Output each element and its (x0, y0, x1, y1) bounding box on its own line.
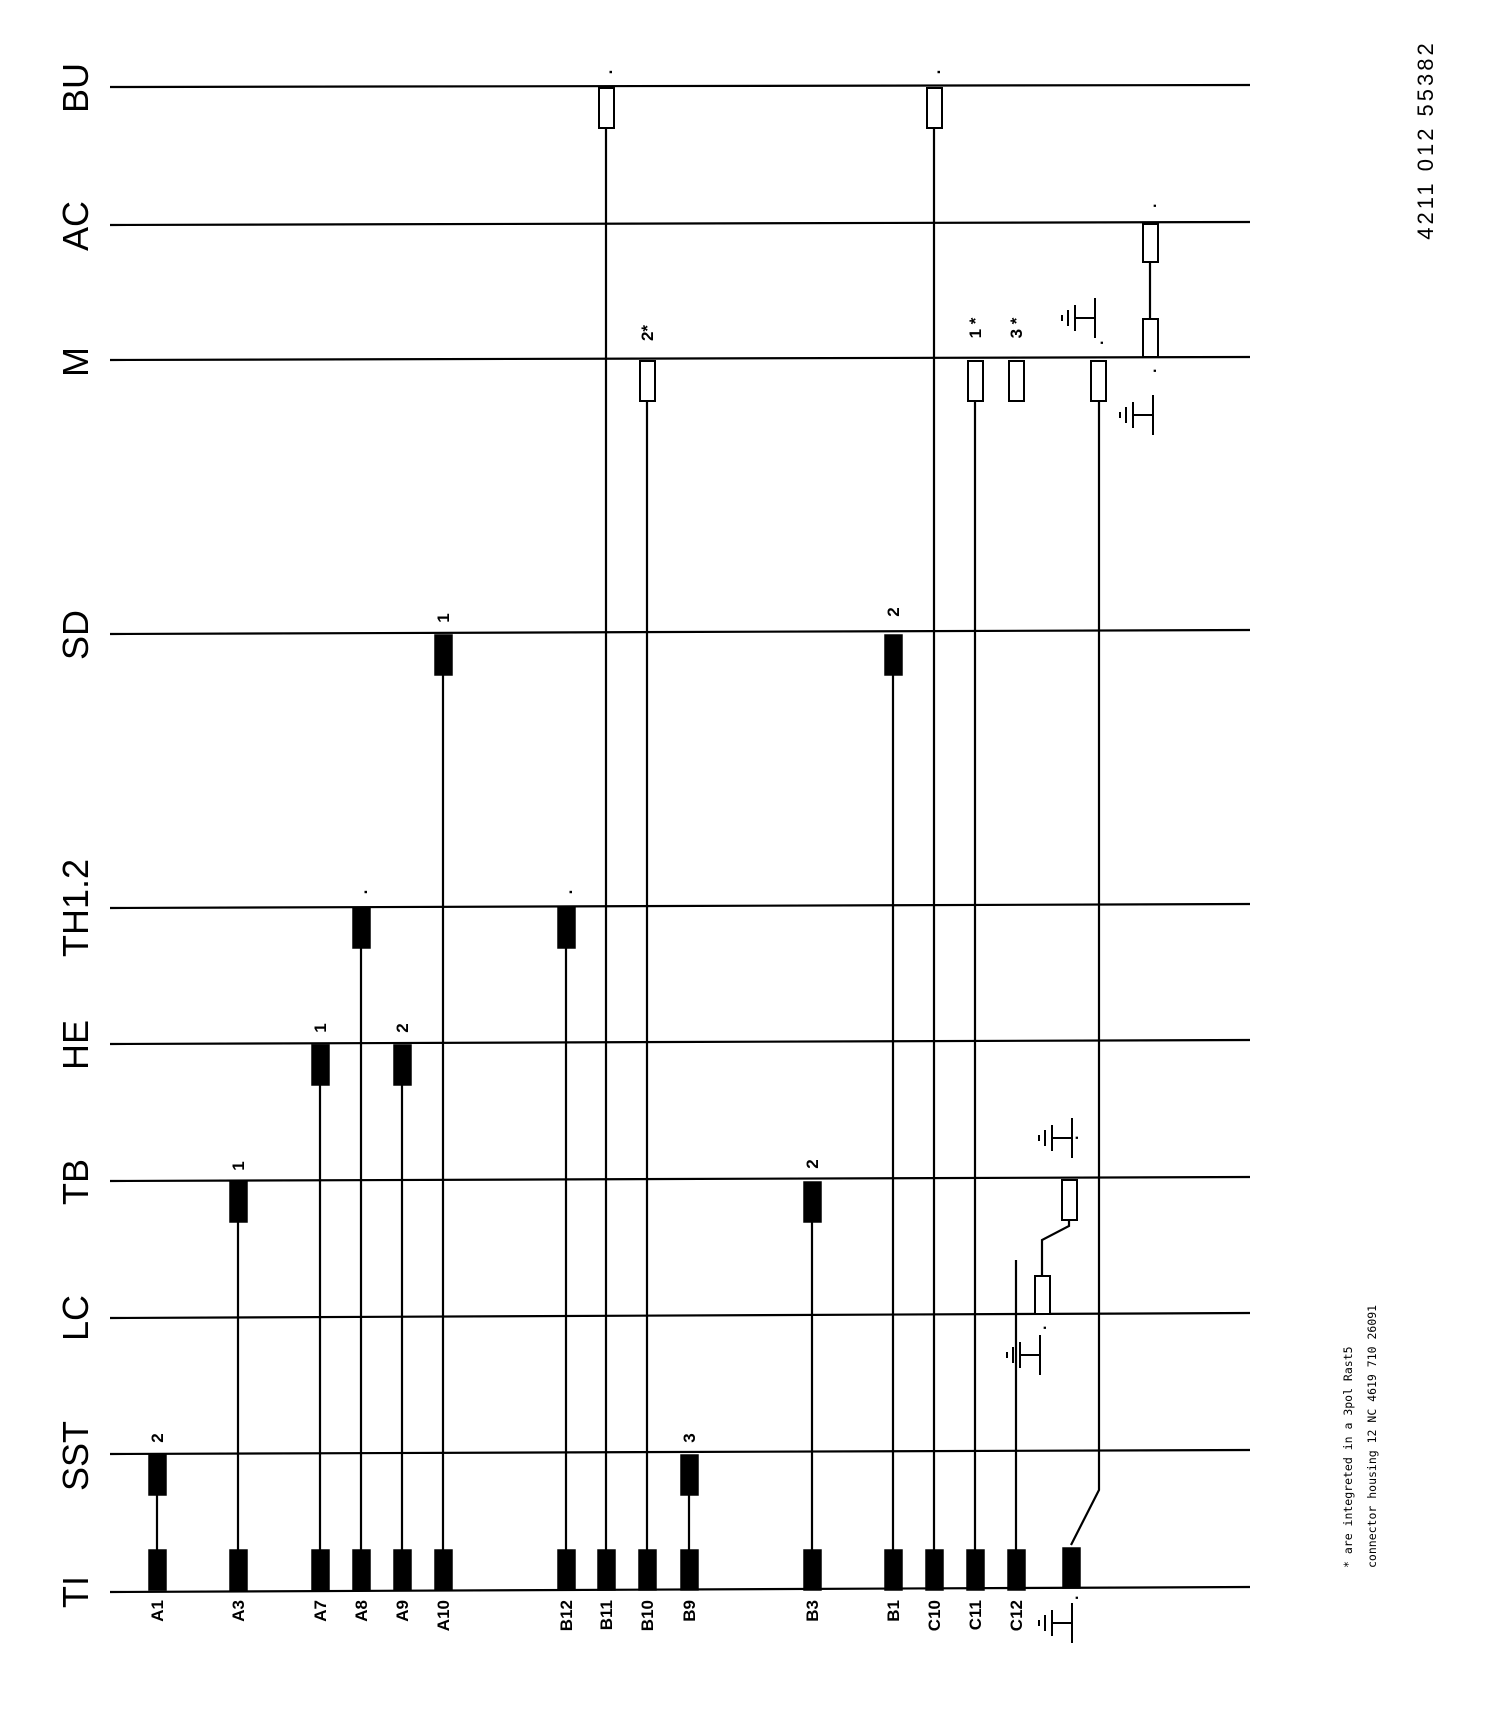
dest-pin-b1-sd (885, 635, 902, 675)
bus-label-ti: TI (55, 1576, 96, 1608)
ti-pin-b10 (639, 1550, 656, 1590)
connector-label-a1: A1 (148, 1600, 167, 1622)
ground-icon (1062, 298, 1095, 338)
dot-marks (1033, 204, 1160, 1600)
bus-line-lc (110, 1313, 1250, 1318)
connector-label-b11: B11 (597, 1600, 616, 1631)
bus-label-m: M (55, 347, 96, 377)
dest-pin-a7-he (312, 1045, 329, 1085)
wire-gnd-to-m (1071, 393, 1099, 1545)
ground-dot-lc: . (1033, 1325, 1050, 1330)
ac-dot-lower: . (1143, 368, 1160, 373)
bus-line-ac (110, 222, 1250, 225)
dest-pin-b10-m (640, 361, 655, 401)
bus-label-he: HE (55, 1019, 96, 1071)
footnote (1341, 1305, 1379, 1568)
lc-component-block (1035, 1276, 1050, 1314)
bus-line-sst (110, 1450, 1250, 1454)
ground-icon (1120, 395, 1153, 435)
pin-number-a7: 1 (311, 1023, 330, 1033)
ti-pin-b3 (804, 1550, 821, 1590)
dest-pin-a8-th12 (353, 908, 370, 948)
pin-number-a10: 1 (434, 613, 453, 623)
bus-label-lc: LC (55, 1294, 96, 1342)
bus-line-he (110, 1040, 1250, 1044)
pin-number-b12: . (557, 889, 576, 895)
tb-component-block (1062, 1180, 1077, 1220)
pin-number-b1: 2 (884, 607, 903, 617)
document-number: 4211 012 55382 (1413, 40, 1438, 240)
connector-label-b1: B1 (884, 1600, 903, 1622)
ground-dot-ti: . (1065, 1595, 1082, 1600)
bus-line-m (110, 357, 1250, 360)
ti-pin-a7 (312, 1550, 329, 1590)
pin-numbers (148, 70, 1026, 1443)
ti-pin-b12 (558, 1550, 575, 1590)
pin-number-b3: 2 (803, 1159, 822, 1169)
bus-lines (110, 85, 1250, 1592)
ti-pin-a3 (230, 1550, 247, 1590)
connector-label-a9: A9 (393, 1600, 412, 1622)
bus-label-bu: BU (55, 62, 96, 114)
ground-icon (1007, 1335, 1040, 1375)
bus-line-bu (110, 85, 1250, 87)
dest-pin-gnd-m (1091, 361, 1106, 401)
dest-pin-c10-bu (927, 88, 942, 128)
bus-line-th12 (110, 904, 1250, 908)
dest-pin-a3-tb (230, 1182, 247, 1222)
footnote-line-2: connector housing 12 NC 4619 710 26091 (1365, 1304, 1379, 1568)
pin-number-b10: 2* (638, 324, 657, 342)
ti-pin-b11 (598, 1550, 615, 1590)
connector-label-a8: A8 (352, 1600, 371, 1622)
wires (157, 118, 1099, 1570)
dest-pin-a10-sd (435, 635, 452, 675)
ti-pin-gnd (1063, 1548, 1080, 1588)
dest-pin-c12-m (1009, 361, 1024, 401)
dest-pin-b9-sst (681, 1455, 698, 1495)
ti-pin-b9 (681, 1550, 698, 1590)
bus-label-sd: SD (55, 609, 96, 661)
ti-pin-c12 (1008, 1550, 1025, 1590)
connector-label-b10: B10 (638, 1600, 657, 1632)
connector-label-c10: C10 (925, 1600, 944, 1632)
connector-label-a10: A10 (434, 1600, 453, 1632)
footnote-line-1: * are integreted in a 3pol Rast5 (1341, 1346, 1355, 1568)
pin-number-c11: 1 * (966, 317, 985, 339)
dest-pin-c11-m (968, 361, 983, 401)
dest-pin-b11-bu (599, 88, 614, 128)
ti-pin-a1 (149, 1550, 166, 1590)
connector-label-a7: A7 (311, 1600, 330, 1622)
tb-lc-link-wire (1042, 1220, 1069, 1276)
ti-pin-a9 (394, 1550, 411, 1590)
connector-labels (148, 1600, 1026, 1631)
ground-icon (1039, 1603, 1072, 1643)
dest-pin-a1-sst (149, 1455, 166, 1495)
connector-label-c12: C12 (1007, 1600, 1026, 1632)
ac-block-upper (1143, 224, 1158, 262)
pin-number-b11: . (597, 69, 616, 75)
ac-block-lower (1143, 319, 1158, 357)
ti-pin-blocks (149, 1548, 1080, 1590)
bus-labels (55, 63, 96, 1608)
bus-label-sst: SST (55, 1420, 96, 1492)
ground-dot-tb: . (1065, 1135, 1082, 1140)
ground-symbols (1007, 298, 1153, 1643)
bus-label-ac: AC (55, 200, 96, 252)
connector-label-b3: B3 (803, 1600, 822, 1622)
connector-label-b12: B12 (557, 1600, 576, 1632)
pin-number-a8: . (352, 889, 371, 895)
dest-pin-b3-tb (804, 1182, 821, 1222)
connector-label-c11: C11 (966, 1600, 985, 1631)
dest-pin-blocks (149, 88, 1158, 1495)
bus-line-sd (110, 630, 1250, 634)
pin-number-c10: . (925, 69, 944, 75)
ground-dot-m: . (1090, 340, 1107, 345)
ti-pin-b1 (885, 1550, 902, 1590)
connector-label-a3: A3 (229, 1600, 248, 1622)
pin-number-c12: 3 * (1007, 317, 1026, 339)
connector-label-b9: B9 (680, 1600, 699, 1622)
ti-pin-c11 (967, 1550, 984, 1590)
pin-number-b9: 3 (680, 1433, 699, 1443)
ti-pin-c10 (926, 1550, 943, 1590)
bus-line-tb (110, 1177, 1250, 1181)
pin-number-a9: 2 (393, 1023, 412, 1033)
bus-label-tb: TB (55, 1158, 96, 1206)
dest-pin-b12-th12 (558, 908, 575, 948)
pin-number-a3: 1 (229, 1161, 248, 1171)
ti-pin-a8 (353, 1550, 370, 1590)
bus-label-th12: TH1.2 (55, 858, 96, 958)
ac-dot: . (1143, 203, 1160, 208)
dest-pin-a9-he (394, 1045, 411, 1085)
ti-pin-a10 (435, 1550, 452, 1590)
pin-number-a1: 2 (148, 1433, 167, 1443)
